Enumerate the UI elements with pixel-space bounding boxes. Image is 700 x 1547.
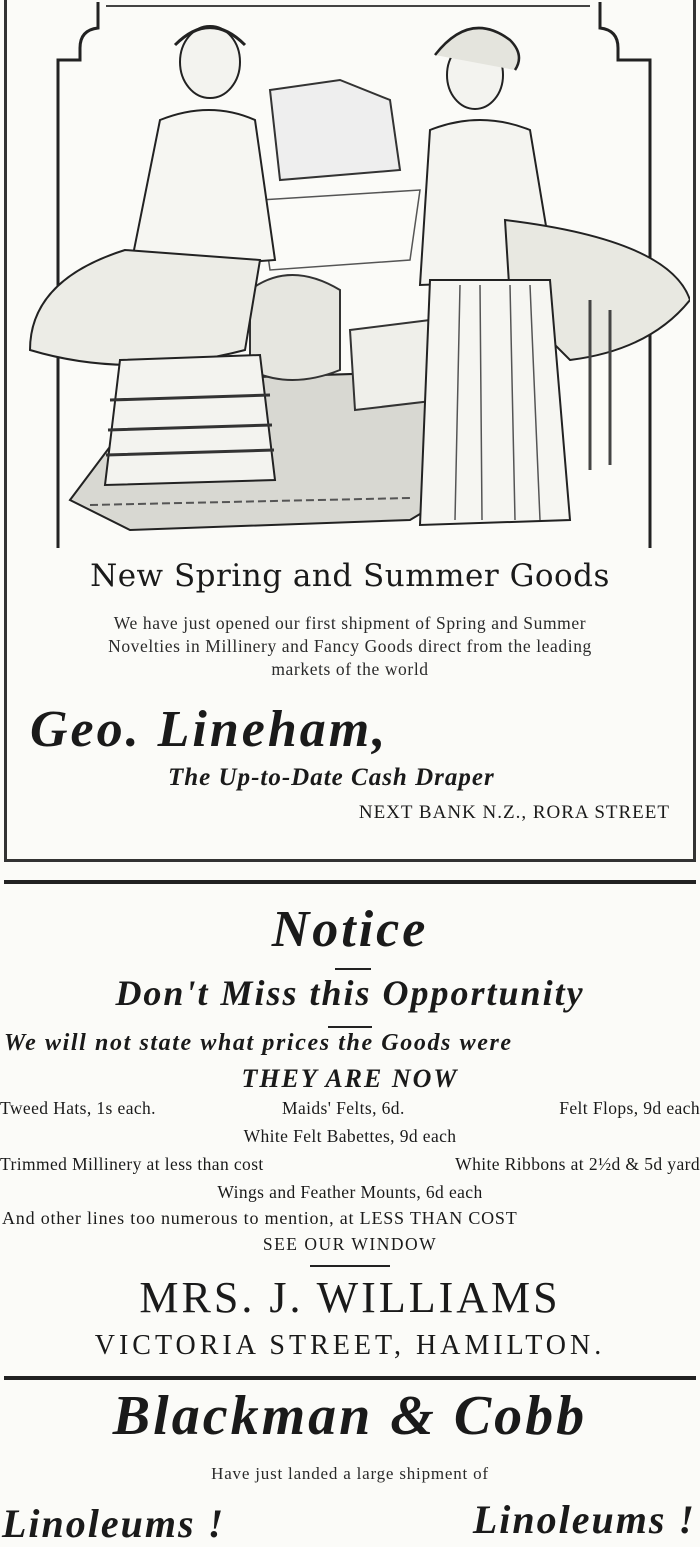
section-divider bbox=[4, 880, 696, 884]
notice-lead-line: We will not state what prices the Goods were bbox=[4, 1030, 513, 1056]
fashion-illustration bbox=[10, 0, 690, 548]
proprietor-name: MRS. J. WILLIAMS bbox=[139, 1273, 561, 1322]
lineham-business-name: Geo. Lineham, bbox=[30, 701, 389, 758]
item-felt-flops: Felt Flops, 9d each bbox=[559, 1098, 700, 1118]
linoleums-right: Linoleums ! bbox=[472, 1497, 696, 1542]
blackman-business-name: Blackman & Cobb bbox=[112, 1385, 588, 1447]
lineham-body-line: markets of the world bbox=[271, 659, 429, 679]
item-white-ribbons: White Ribbons at 2½d & 5d yard bbox=[455, 1154, 700, 1174]
linoleums-left: Linoleums ! bbox=[2, 1501, 226, 1546]
short-divider bbox=[310, 1265, 390, 1267]
short-divider bbox=[328, 1026, 372, 1028]
lineham-headline: New Spring and Summer Goods bbox=[90, 558, 610, 594]
blackman-body: Have just landed a large shipment of bbox=[211, 1464, 489, 1483]
notice-emphasis: THEY ARE NOW bbox=[241, 1064, 459, 1093]
notice-subtitle: Don't Miss this Opportunity bbox=[115, 973, 585, 1013]
williams-address: VICTORIA STREET, HAMILTON. bbox=[94, 1330, 606, 1361]
item-tweed-hats: Tweed Hats, 1s each. bbox=[0, 1098, 156, 1118]
item-maids-felts: Maids' Felts, 6d. bbox=[282, 1098, 405, 1118]
notice-title: Notice bbox=[271, 901, 429, 958]
short-divider bbox=[335, 968, 371, 970]
item-wings-feathers: Wings and Feather Mounts, 6d each bbox=[217, 1182, 483, 1202]
item-babettes: White Felt Babettes, 9d each bbox=[243, 1126, 457, 1146]
item-other-lines: And other lines too numerous to mention, at LESS THAN COST bbox=[2, 1208, 518, 1228]
item-trimmed-millinery: Trimmed Millinery at less than cost bbox=[0, 1154, 264, 1174]
lineham-body-line: We have just opened our first shipment of Spring and Summer bbox=[113, 613, 587, 633]
lineham-address: NEXT BANK N.Z., RORA STREET bbox=[358, 802, 670, 823]
lineham-body-line: Novelties in Millinery and Fancy Goods direct from the leading bbox=[108, 636, 592, 656]
see-our-window: SEE OUR WINDOW bbox=[262, 1234, 438, 1254]
lineham-tagline: The Up-to-Date Cash Draper bbox=[168, 764, 495, 791]
lineham-body bbox=[14, 612, 686, 681]
section-divider bbox=[4, 1376, 696, 1380]
